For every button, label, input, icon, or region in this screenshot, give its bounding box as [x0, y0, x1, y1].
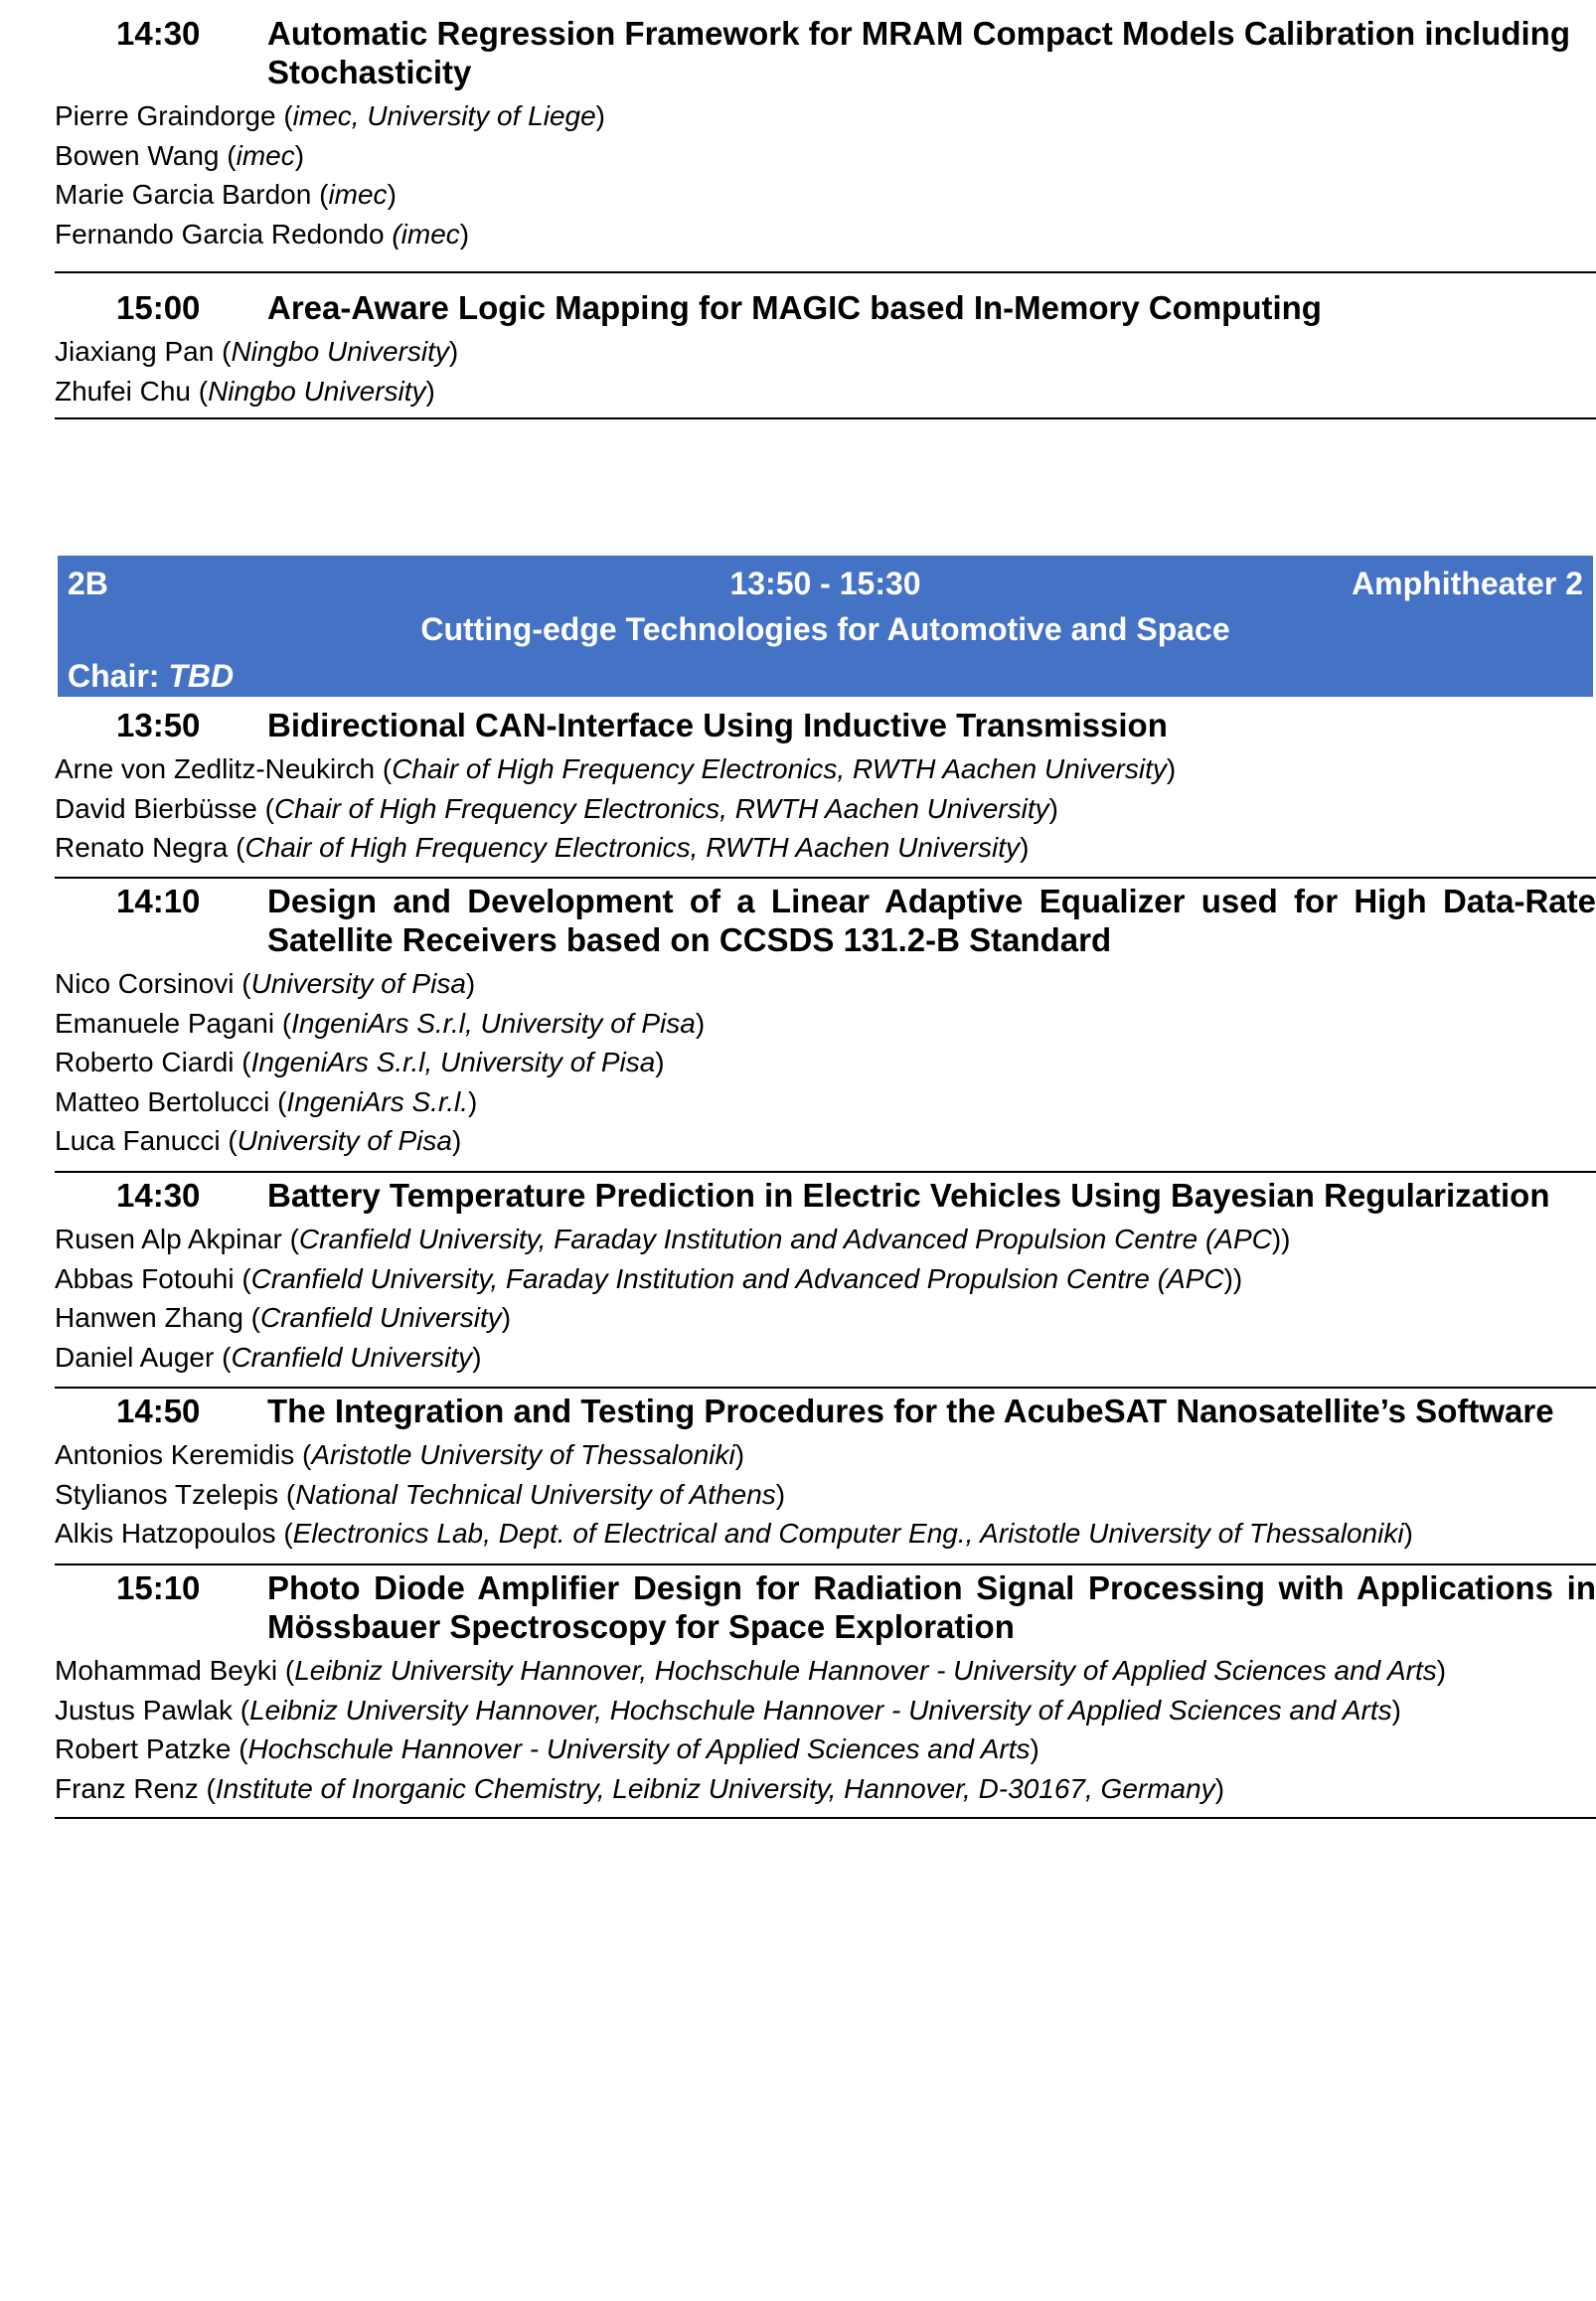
author: Luca Fanucci (University of Pisa) — [55, 1125, 462, 1156]
author: Rusen Alp Akpinar (Cranfield University, Faraday Institution and Advanced Propulsion Centre (APC)) — [55, 1224, 1291, 1254]
divider — [55, 271, 1596, 273]
author: Daniel Auger (Cranfield University) — [55, 1341, 482, 1373]
author-list — [55, 749, 1596, 868]
talk-title: Area-Aware Logic Mapping for MAGIC based In-Memory Computing — [267, 289, 1322, 326]
talk-title: Automatic Regression Framework for MRAM Compact Models Calibration including Stochasticity — [267, 15, 1570, 90]
author-list — [55, 964, 1596, 1161]
talk-title: Design and Development of a Linear Adaptive Equalizer used for High Data-Rate Satellite Receivers based on CCSDS 131.2-B Standard — [267, 883, 1596, 958]
author: Franz Renz (Institute of Inorganic Chemistry, Leibniz University, Hannover, D-30167, Germany) — [55, 1772, 1225, 1804]
author-affiliation: Aristotle University of Thessaloniki — [311, 1439, 735, 1470]
divider — [55, 877, 1596, 879]
author-affiliation: IngeniArs S.r.l, University of Pisa — [250, 1047, 656, 1077]
session-chair — [68, 654, 234, 698]
session-id: 2B — [68, 566, 108, 601]
author: Pierre Graindorge (imec, University of Liege) — [55, 100, 605, 131]
session-room: Amphitheater 2 — [1352, 566, 1583, 601]
author: Renato Negra (Chair of High Frequency Electronics, RWTH Aachen University) — [55, 832, 1030, 863]
talk-time: 14:10 — [116, 883, 201, 919]
talk-title: The Integration and Testing Procedures for the AcubeSAT Nanosatellite’s Software — [267, 1393, 1554, 1429]
author-affiliation: Chair of High Frequency Electronics, RWTH Aachen University — [244, 832, 1021, 863]
divider — [55, 417, 1596, 419]
author-affiliation: Leibniz University Hannover, Hochschule Hannover - University of Applied Sciences and Arts — [249, 1694, 1392, 1726]
author: David Bierbüsse (Chair of High Frequency Electronics, RWTH Aachen University) — [55, 792, 1058, 824]
author: Matteo Bertolucci (IngeniArs S.r.l.) — [55, 1085, 478, 1117]
author: Antonios Keremidis (Aristotle University of Thessaloniki) — [55, 1439, 745, 1470]
author-affiliation: National Technical University of Athens — [295, 1478, 776, 1510]
author-affiliation: imec — [236, 139, 295, 171]
talk-entry — [55, 1568, 1596, 1808]
talk-heading — [116, 288, 1596, 327]
author-affiliation: IngeniArs S.r.l, University of Pisa — [291, 1007, 696, 1039]
session-chair-value: TBD — [168, 658, 235, 694]
author: Justus Pawlak (Leibniz University Hannover, Hochschule Hannover - University of Applied Sciences and Arts) — [55, 1694, 1401, 1726]
author: Nico Corsinovi (University of Pisa) — [55, 968, 476, 999]
talk-entry — [55, 882, 1596, 1161]
talk-heading — [116, 1176, 1596, 1215]
talk-time: 15:00 — [116, 289, 201, 326]
author: Robert Patzke (Hochschule Hannover - University of Applied Sciences and Arts) — [55, 1733, 1039, 1764]
talk-entry — [55, 1176, 1596, 1377]
author-list — [55, 332, 1596, 411]
session-chair-label: Chair: — [68, 658, 169, 694]
talk-title: Battery Temperature Prediction in Electric Vehicles Using Bayesian Regularization — [267, 1177, 1550, 1214]
author-affiliation: Cranfield University, Faraday Institution and Advanced Propulsion Centre (APC — [250, 1262, 1224, 1294]
talk-time: 14:50 — [116, 1393, 201, 1429]
talk-entry — [55, 14, 1596, 253]
author: Hanwen Zhang (Cranfield University) — [55, 1302, 512, 1333]
author-affiliation: IngeniArs S.r.l. — [286, 1085, 469, 1117]
author: Marie Garcia Bardon (imec) — [55, 179, 397, 210]
author: Fernando Garcia Redondo (imec) — [55, 218, 470, 249]
talk-entry — [55, 288, 1596, 411]
author: Zhufei Chu (Ningbo University) — [55, 375, 435, 407]
author-affiliation: (imec — [392, 218, 460, 249]
author: Mohammad Beyki (Leibniz University Hannover, Hochschule Hannover - University of Applied Sciences and Arts) — [55, 1655, 1447, 1686]
author-list — [55, 96, 1596, 253]
talk-title: Bidirectional CAN-Interface Using Inductive Transmission — [267, 707, 1168, 743]
author-list — [55, 1651, 1596, 1808]
author-affiliation: Cranfield University — [260, 1302, 502, 1333]
author-list — [55, 1220, 1596, 1377]
author: Jiaxiang Pan (Ningbo University) — [55, 336, 459, 367]
author: Abbas Fotouhi (Cranfield University, Faraday Institution and Advanced Propulsion Centre (APC)) — [55, 1262, 1243, 1294]
author: Arne von Zedlitz-Neukirch (Chair of High Frequency Electronics, RWTH Aachen University) — [55, 753, 1177, 784]
talk-time: 15:10 — [116, 1569, 201, 1606]
talk-time: 13:50 — [116, 707, 201, 743]
talk-time: 14:30 — [116, 1177, 201, 1214]
author-affiliation: imec — [328, 179, 388, 210]
author-affiliation: University of Pisa — [237, 1125, 452, 1156]
author-affiliation: Institute of Inorganic Chemistry, Leibniz University, Hannover, D-30167, Germany — [215, 1772, 1215, 1804]
divider — [55, 1817, 1596, 1819]
author-affiliation: Electronics Lab, Dept. of Electrical and Computer Eng., Aristotle University of Thessaloniki — [292, 1518, 1404, 1549]
author-affiliation: Ningbo University — [231, 336, 449, 367]
talk-heading — [116, 1568, 1596, 1646]
session-time: 13:50 - 15:30 — [729, 566, 921, 601]
divider — [55, 1171, 1596, 1173]
talk-time: 14:30 — [116, 15, 201, 52]
author-affiliation: Cranfield University — [231, 1341, 473, 1373]
author-affiliation: Hochschule Hannover - University of Applied Sciences and Arts — [247, 1733, 1031, 1764]
talk-heading — [116, 882, 1596, 959]
author: Bowen Wang (imec) — [55, 139, 305, 171]
author-affiliation: Chair of High Frequency Electronics, RWTH Aachen University — [273, 792, 1049, 824]
author: Alkis Hatzopoulos (Electronics Lab, Dept. of Electrical and Computer Eng., Aristotle University of Thessaloniki) — [55, 1518, 1413, 1549]
session-title: Cutting-edge Technologies for Automotive and Space — [420, 611, 1230, 647]
author-affiliation: Chair of High Frequency Electronics, RWTH Aachen University — [392, 753, 1167, 784]
divider — [55, 1563, 1596, 1565]
author-affiliation: Leibniz University Hannover, Hochschule Hannover - University of Applied Sciences and Arts — [294, 1655, 1437, 1686]
author-affiliation: imec, University of Liege — [292, 100, 596, 131]
talk-heading — [116, 1392, 1596, 1430]
session-header — [58, 556, 1593, 697]
author: Stylianos Tzelepis (National Technical University of Athens) — [55, 1478, 786, 1510]
talk-heading — [116, 706, 1596, 744]
author-affiliation: Ningbo University — [208, 375, 426, 407]
talk-title: Photo Diode Amplifier Design for Radiation Signal Processing with Applications in Mössbauer Spectroscopy for Space Exploration — [267, 1569, 1596, 1645]
divider — [55, 1387, 1596, 1389]
talk-entry — [55, 1392, 1596, 1554]
author-affiliation: University of Pisa — [250, 968, 466, 999]
talk-heading — [116, 14, 1596, 91]
author-list — [55, 1435, 1596, 1554]
author-affiliation: Cranfield University, Faraday Institution and Advanced Propulsion Centre (APC — [298, 1224, 1272, 1254]
talk-entry — [55, 706, 1596, 868]
author: Emanuele Pagani (IngeniArs S.r.l, University of Pisa) — [55, 1007, 706, 1039]
author: Roberto Ciardi (IngeniArs S.r.l, University of Pisa) — [55, 1047, 665, 1077]
